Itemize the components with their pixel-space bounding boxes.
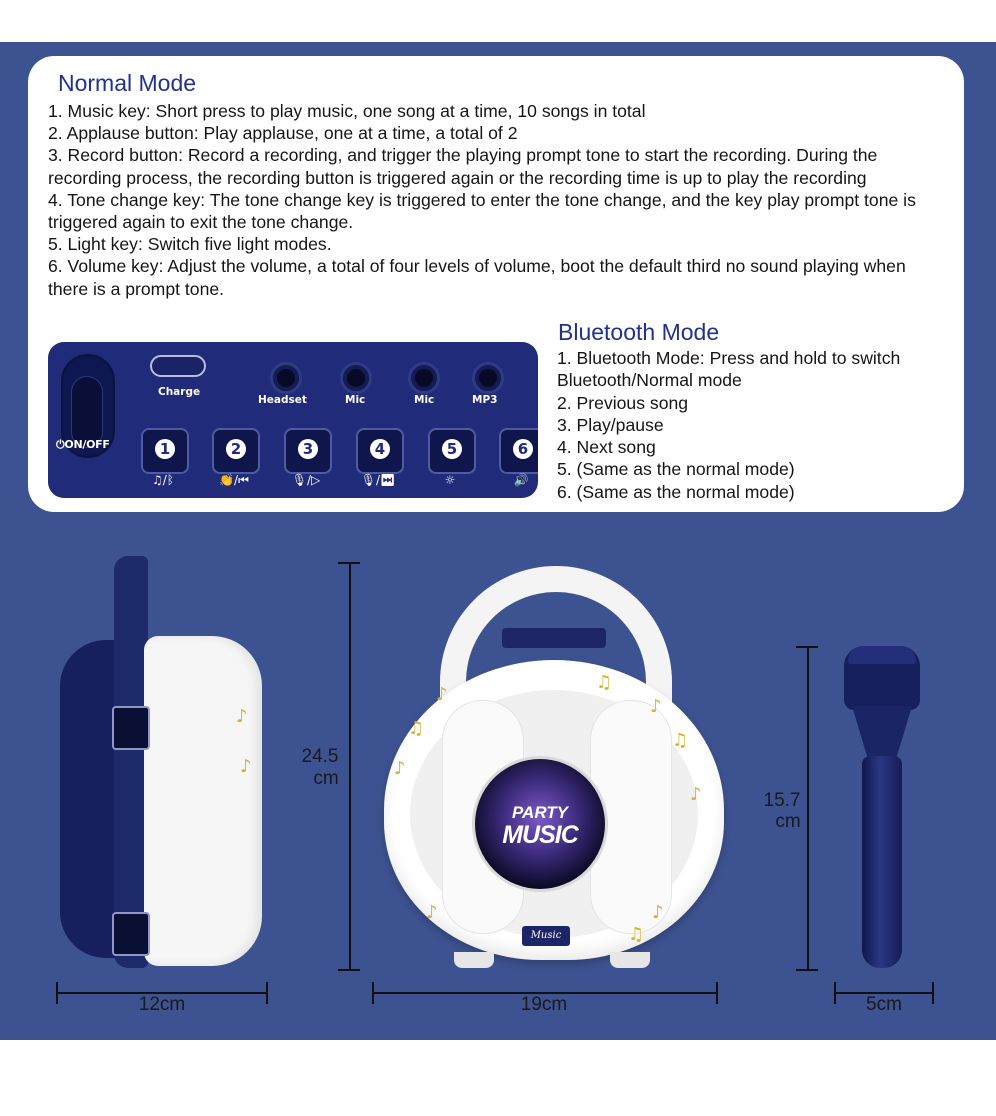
normal-mode-line: 2. Applause button: Play applause, one at a time, a total of 2 <box>48 123 518 144</box>
port-label-mic: Mic <box>414 394 435 406</box>
music-note-icon: ♫ <box>596 672 613 693</box>
speaker-back-strip <box>502 628 606 648</box>
volume-icon: 🔊 <box>513 473 529 487</box>
dimension-label-height-unit: cm <box>313 768 339 789</box>
music-note-icon: ♪ <box>690 784 702 805</box>
record-play-icon: 🎙/▷ <box>291 473 321 487</box>
dimension-label-mic-width: 5cm <box>866 994 902 1015</box>
dimension-tick <box>372 982 374 1004</box>
tone-next-icon: 🎙/⏭ <box>360 473 396 487</box>
dimension-label-side-width: 12cm <box>138 994 186 1015</box>
bluetooth-mode-line: 6. (Same as the normal mode) <box>557 481 795 502</box>
normal-mode-list <box>48 100 948 300</box>
bluetooth-mode-line: 1. Bluetooth Mode: Press and hold to switch Bluetooth/Normal mode <box>557 348 901 391</box>
bluetooth-mode-line: 4. Next song <box>557 437 656 458</box>
mp3-jack[interactable] <box>472 362 504 394</box>
music-note-icon: ♫ <box>628 924 645 945</box>
dimension-label-mic-height-unit: cm <box>775 811 801 832</box>
music-note-icon: ♪ <box>236 706 248 727</box>
dimension-label-width: 19cm <box>520 994 568 1015</box>
charge-label: Charge <box>158 386 201 398</box>
applause-previous-icon: 👏/⏮ <box>219 473 249 487</box>
key-5[interactable]: 5 <box>428 428 476 474</box>
key-3[interactable]: 3 <box>284 428 332 474</box>
music-note-icon: ♪ <box>426 902 438 923</box>
dimension-label-height-value: 24.5 <box>301 746 339 767</box>
key-2[interactable]: 2 <box>212 428 260 474</box>
side-slot <box>112 912 150 956</box>
dimension-tick <box>338 562 360 564</box>
microphone-handle <box>862 756 902 968</box>
dimension-tick <box>796 969 818 971</box>
bluetooth-mode-line: 3. Play/pause <box>557 414 664 435</box>
headset-jack[interactable] <box>270 362 302 394</box>
music-note-icon: ♫ <box>408 718 425 739</box>
microphone-grille <box>848 646 916 664</box>
bluetooth-mode-title: Bluetooth Mode <box>558 319 720 345</box>
dimension-tick <box>56 982 58 1004</box>
speaker-foot <box>610 952 650 968</box>
speaker-side-view-front <box>144 636 262 966</box>
instructions-card <box>28 56 964 512</box>
dimension-tick <box>796 646 818 648</box>
music-bluetooth-icon: ♫/ᛒ <box>151 473 174 487</box>
dimension-tick <box>834 982 836 1004</box>
music-note-icon: ♪ <box>394 758 406 779</box>
speaker-foot <box>454 952 494 968</box>
port-label-headset: Headset <box>258 394 307 406</box>
mic-jack-1[interactable] <box>340 362 372 394</box>
on-off-label: ⏻ON/OFF <box>56 438 110 451</box>
logo-text-top: PARTY <box>511 803 569 822</box>
port-label-mic: Mic <box>345 394 366 406</box>
dimension-tick <box>266 982 268 1004</box>
speaker-side-plate <box>114 556 148 968</box>
music-badge: Music <box>522 926 570 946</box>
music-note-icon: ♪ <box>240 756 252 777</box>
dimension-tick <box>338 969 360 971</box>
music-note-icon: ♫ <box>672 730 689 751</box>
music-note-icon: ♪ <box>436 684 448 705</box>
dimension-tick <box>716 982 718 1004</box>
normal-mode-line: 6. Volume key: Adjust the volume, a total of four levels of volume, boot the default third no sound playing when there is a prompt tone. <box>48 256 906 299</box>
music-note-icon: ♪ <box>652 902 664 923</box>
normal-mode-line: 4. Tone change key: The tone change key is triggered to enter the tone change, and the key play prompt tone is triggered again to exit the tone change. <box>48 189 916 233</box>
port-label-mp3: MP3 <box>472 394 498 406</box>
dimension-label-mic-height-value: 15.7 <box>763 790 801 811</box>
dimension-tick <box>932 982 934 1004</box>
normal-mode-line: 1. Music key: Short press to play music, one song at a time, 10 songs in total <box>48 101 646 121</box>
bluetooth-mode-line: 2. Previous song <box>557 392 689 413</box>
bluetooth-mode-line: 5. (Same as the normal mode) <box>557 459 795 480</box>
normal-mode-line: 5. Light key: Switch five light modes. <box>48 234 332 255</box>
mic-jack-2[interactable] <box>408 362 440 394</box>
side-slot <box>112 706 150 750</box>
power-icon: ⏻ <box>56 438 65 451</box>
normal-mode-line: 3. Record button: Record a recording, and trigger the playing prompt tone to start the recording. During the recording process, the recording button is triggered again or the recording time is up to play the recording <box>48 145 878 188</box>
charge-port <box>150 355 206 377</box>
bluetooth-mode-list <box>557 347 957 503</box>
logo-text-bottom: MUSIC <box>502 821 578 849</box>
party-music-logo <box>472 756 608 892</box>
key-6[interactable]: 6 <box>499 428 538 474</box>
key-1[interactable]: 1 <box>141 428 189 474</box>
control-panel <box>48 342 538 498</box>
normal-mode-title: Normal Mode <box>58 70 197 96</box>
light-icon: ☼ <box>444 473 456 487</box>
key-4[interactable]: 4 <box>356 428 404 474</box>
music-note-icon: ♪ <box>650 696 662 717</box>
